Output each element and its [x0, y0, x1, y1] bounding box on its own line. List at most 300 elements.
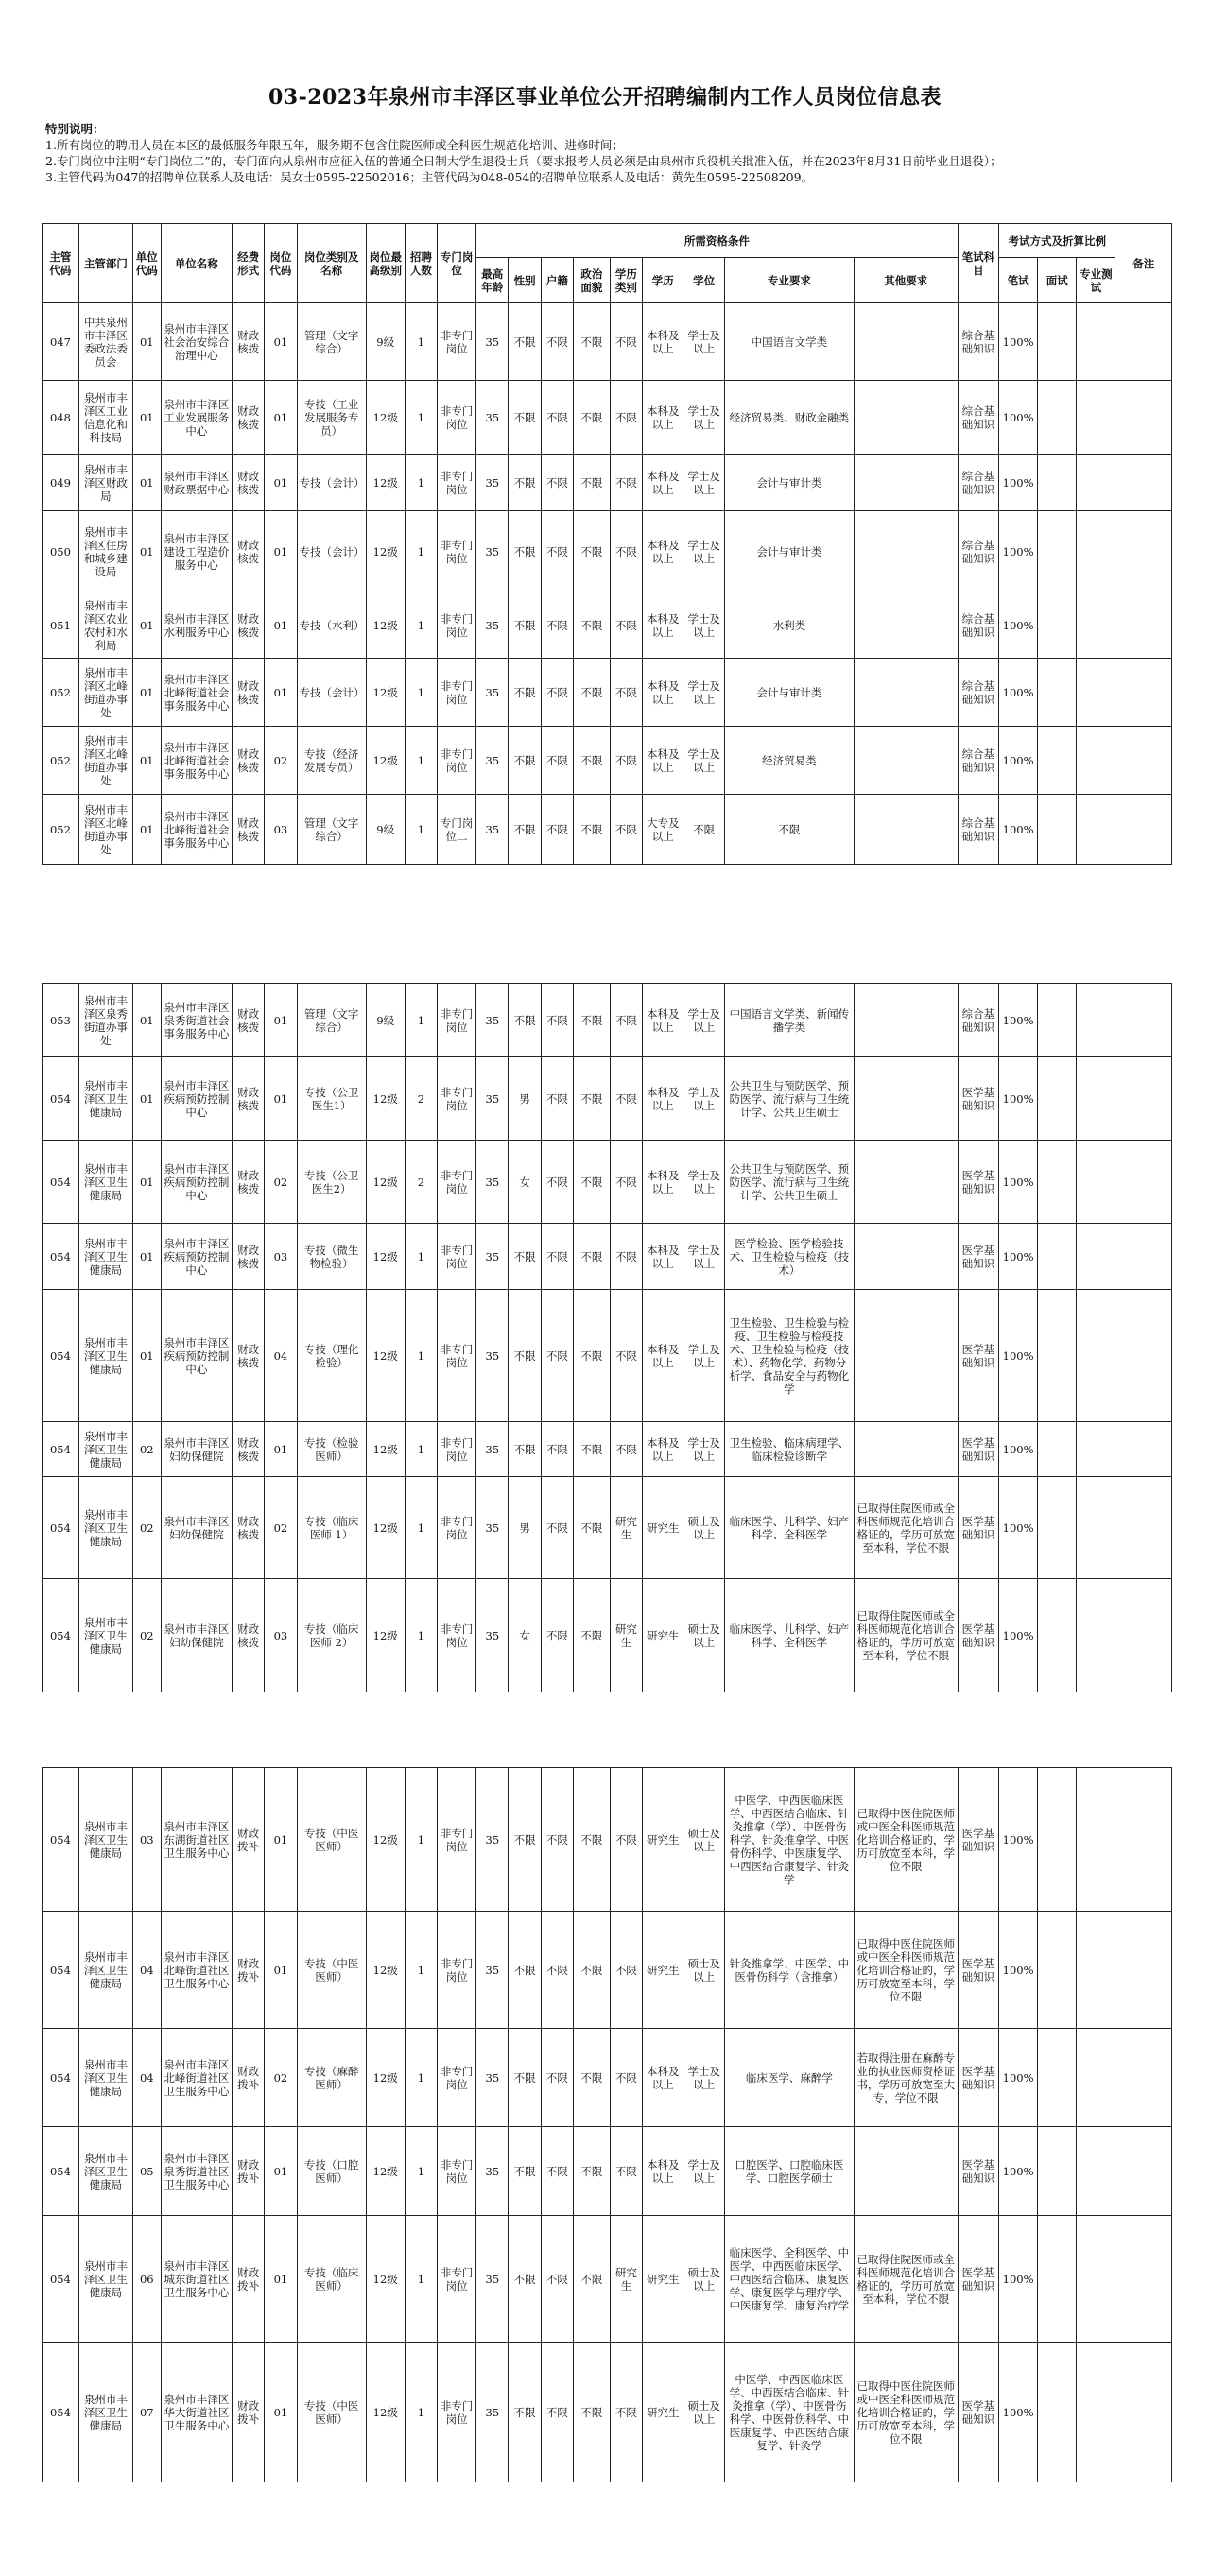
remark-cell	[1115, 511, 1172, 592]
politics-cell: 不限	[573, 2029, 610, 2127]
other-req-cell	[854, 1290, 958, 1422]
job-table-2	[42, 983, 1172, 1692]
edu-type-cell: 不限	[610, 659, 642, 727]
exam-subject-cell: 综合基础知识	[958, 455, 998, 511]
unit-code-cell: 01	[132, 455, 161, 511]
exam-subject-cell: 医学基础知识	[958, 1768, 998, 1912]
prof-test-ratio-cell	[1077, 795, 1115, 865]
post-code-cell: 01	[265, 2127, 297, 2216]
education-cell: 研究生	[643, 1477, 683, 1579]
hire-count-cell: 1	[405, 1422, 437, 1477]
hukou-cell: 不限	[541, 303, 573, 381]
th-special: 专门岗位	[438, 224, 476, 303]
max-age-cell: 35	[476, 795, 509, 865]
interview-ratio-cell	[1038, 984, 1077, 1057]
post-level-cell: 12级	[366, 592, 405, 659]
main-code-cell: 054	[43, 1579, 79, 1692]
interview-ratio-cell	[1038, 1912, 1077, 2029]
post-code-cell: 01	[265, 1912, 297, 2029]
max-age-cell: 35	[476, 1912, 509, 2029]
table-row	[43, 1057, 1172, 1141]
interview-ratio-cell	[1038, 2216, 1077, 2343]
th-unit-name: 单位名称	[161, 224, 232, 303]
hukou-cell: 不限	[541, 1057, 573, 1141]
written-ratio-cell: 100%	[999, 511, 1038, 592]
interview-ratio-cell	[1038, 1290, 1077, 1422]
post-code-cell: 01	[265, 303, 297, 381]
unit-code-cell: 01	[132, 984, 161, 1057]
other-req-cell: 若取得注册在麻醉专业的执业医师资格证书，学历可放宽至大专，学位不限	[854, 2029, 958, 2127]
table-row	[43, 795, 1172, 865]
funding-cell: 财政核拨	[233, 381, 265, 455]
hukou-cell: 不限	[541, 1224, 573, 1290]
main-code-cell: 054	[43, 1768, 79, 1912]
hire-count-cell: 1	[405, 455, 437, 511]
funding-cell: 财政核拨	[233, 1579, 265, 1692]
max-age-cell: 35	[476, 2127, 509, 2216]
unit-name-cell: 泉州市丰泽区水利服务中心	[161, 592, 232, 659]
post-level-cell: 12级	[366, 1477, 405, 1579]
main-code-cell: 054	[43, 2343, 79, 2482]
special-post-cell: 非专门岗位	[438, 455, 476, 511]
special-post-cell: 非专门岗位	[438, 2343, 476, 2482]
note-line-2: 2.专门岗位中注明“专门岗位二”的，专门面向从泉州市应征入伍的普通全日制大学生退役士兵（要求报考人员必须是由泉州市兵役机关批准入伍，并在2023年8月31日前毕业且退役）；	[45, 154, 1002, 168]
special-post-cell: 非专门岗位	[438, 2127, 476, 2216]
gender-cell: 不限	[509, 727, 541, 795]
hukou-cell: 不限	[541, 592, 573, 659]
max-age-cell: 35	[476, 1224, 509, 1290]
post-code-cell: 01	[265, 455, 297, 511]
max-age-cell: 35	[476, 1290, 509, 1422]
degree-cell: 学士及以上	[683, 303, 724, 381]
politics-cell: 不限	[573, 1768, 610, 1912]
main-dept-cell: 泉州市丰泽区工业信息化和科技局	[78, 381, 132, 455]
max-age-cell: 35	[476, 2343, 509, 2482]
degree-cell: 学士及以上	[683, 1141, 724, 1224]
th-exam-method: 考试方式及折算比例	[999, 224, 1115, 258]
education-cell: 本科及以上	[643, 1422, 683, 1477]
post-code-cell: 02	[265, 1141, 297, 1224]
interview-ratio-cell	[1038, 1579, 1077, 1692]
special-post-cell: 非专门岗位	[438, 511, 476, 592]
post-name-cell: 专技（公卫医生2）	[297, 1141, 366, 1224]
post-level-cell: 12级	[366, 2127, 405, 2216]
post-level-cell: 12级	[366, 2216, 405, 2343]
gender-cell: 不限	[509, 1224, 541, 1290]
hukou-cell: 不限	[541, 511, 573, 592]
degree-cell: 学士及以上	[683, 727, 724, 795]
written-ratio-cell: 100%	[999, 592, 1038, 659]
funding-cell: 财政核拨	[233, 1477, 265, 1579]
post-name-cell: 专技（工业发展服务专员）	[297, 381, 366, 455]
degree-cell: 硕士及以上	[683, 1768, 724, 1912]
th-max-age: 最高年龄	[476, 258, 509, 303]
written-ratio-cell: 100%	[999, 1224, 1038, 1290]
degree-cell: 学士及以上	[683, 659, 724, 727]
degree-cell: 硕士及以上	[683, 2216, 724, 2343]
major-cell: 医学检验、医学检验技术、卫生检验与检疫（技术）	[724, 1224, 854, 1290]
post-level-cell: 9级	[366, 984, 405, 1057]
gender-cell: 不限	[509, 2127, 541, 2216]
major-cell: 中国语言文学类	[724, 303, 854, 381]
post-level-cell: 12级	[366, 1768, 405, 1912]
special-post-cell: 非专门岗位	[438, 381, 476, 455]
main-code-cell: 054	[43, 1290, 79, 1422]
table-row	[43, 727, 1172, 795]
post-name-cell: 专技（经济发展专员）	[297, 727, 366, 795]
other-req-cell	[854, 984, 958, 1057]
th-main-code: 主管代码	[43, 224, 79, 303]
degree-cell: 硕士及以上	[683, 1477, 724, 1579]
education-cell: 研究生	[643, 1768, 683, 1912]
unit-code-cell: 05	[132, 2127, 161, 2216]
special-post-cell: 非专门岗位	[438, 1579, 476, 1692]
main-dept-cell: 泉州市丰泽区卫生健康局	[78, 2029, 132, 2127]
education-cell: 本科及以上	[643, 1224, 683, 1290]
hire-count-cell: 1	[405, 592, 437, 659]
education-cell: 本科及以上	[643, 984, 683, 1057]
major-cell: 中医学、中西医临床医学、中西医结合临床、针灸推拿（学）、中医骨伤科学、针灸推拿学、中医骨伤科学、中医康复学、中西医结合康复学、针灸学	[724, 1768, 854, 1912]
hire-count-cell: 1	[405, 984, 437, 1057]
hire-count-cell: 1	[405, 1579, 437, 1692]
post-level-cell: 12级	[366, 511, 405, 592]
unit-code-cell: 01	[132, 659, 161, 727]
main-code-cell: 054	[43, 1057, 79, 1141]
funding-cell: 财政核拨	[233, 727, 265, 795]
unit-name-cell: 泉州市丰泽区妇幼保健院	[161, 1579, 232, 1692]
post-name-cell: 专技（临床医师 2）	[297, 1579, 366, 1692]
degree-cell: 硕士及以上	[683, 1912, 724, 2029]
remark-cell	[1115, 381, 1172, 455]
education-cell: 本科及以上	[643, 659, 683, 727]
post-name-cell: 专技（会计）	[297, 455, 366, 511]
hire-count-cell: 1	[405, 381, 437, 455]
gender-cell: 不限	[509, 2029, 541, 2127]
edu-type-cell: 不限	[610, 1290, 642, 1422]
unit-code-cell: 01	[132, 592, 161, 659]
remark-cell	[1115, 1290, 1172, 1422]
politics-cell: 不限	[573, 1477, 610, 1579]
education-cell: 本科及以上	[643, 727, 683, 795]
remark-cell	[1115, 1477, 1172, 1579]
funding-cell: 财政核拨	[233, 455, 265, 511]
post-level-cell: 12级	[366, 1057, 405, 1141]
unit-code-cell: 04	[132, 1912, 161, 2029]
th-degree: 学位	[683, 258, 724, 303]
interview-ratio-cell	[1038, 1768, 1077, 1912]
other-req-cell: 已取得住院医师或全科医师规范化培训合格证的，学历可放宽至本科，学位不限	[854, 2216, 958, 2343]
post-name-cell: 专技（检验医师）	[297, 1422, 366, 1477]
th-post-level: 岗位最高级别	[366, 224, 405, 303]
remark-cell	[1115, 592, 1172, 659]
post-name-cell: 专技（麻醉医师）	[297, 2029, 366, 2127]
funding-cell: 财政核拨	[233, 1290, 265, 1422]
politics-cell: 不限	[573, 2343, 610, 2482]
gender-cell: 不限	[509, 381, 541, 455]
remark-cell	[1115, 1141, 1172, 1224]
education-cell: 本科及以上	[643, 455, 683, 511]
special-post-cell: 非专门岗位	[438, 659, 476, 727]
prof-test-ratio-cell	[1077, 1141, 1115, 1224]
politics-cell: 不限	[573, 795, 610, 865]
degree-cell: 学士及以上	[683, 984, 724, 1057]
main-code-cell: 054	[43, 1422, 79, 1477]
education-cell: 本科及以上	[643, 303, 683, 381]
unit-code-cell: 01	[132, 511, 161, 592]
remark-cell	[1115, 795, 1172, 865]
th-written: 笔试	[999, 258, 1038, 303]
gender-cell: 不限	[509, 303, 541, 381]
edu-type-cell: 不限	[610, 1768, 642, 1912]
edu-type-cell: 研究生	[610, 1579, 642, 1692]
exam-subject-cell: 医学基础知识	[958, 2127, 998, 2216]
table-row	[43, 984, 1172, 1057]
edu-type-cell: 不限	[610, 1422, 642, 1477]
funding-cell: 财政拨补	[233, 1912, 265, 2029]
max-age-cell: 35	[476, 659, 509, 727]
prof-test-ratio-cell	[1077, 303, 1115, 381]
politics-cell: 不限	[573, 303, 610, 381]
edu-type-cell: 不限	[610, 381, 642, 455]
politics-cell: 不限	[573, 592, 610, 659]
hire-count-cell: 1	[405, 659, 437, 727]
th-unit-code: 单位代码	[132, 224, 161, 303]
unit-code-cell: 01	[132, 303, 161, 381]
other-req-cell: 已取得中医住院医师或中医全科医师规范化培训合格证的，学历可放宽至本科，学位不限	[854, 1912, 958, 2029]
exam-subject-cell: 医学基础知识	[958, 1290, 998, 1422]
degree-cell: 学士及以上	[683, 511, 724, 592]
funding-cell: 财政核拨	[233, 592, 265, 659]
hire-count-cell: 1	[405, 1477, 437, 1579]
hire-count-cell: 2	[405, 1141, 437, 1224]
unit-name-cell: 泉州市丰泽区疾病预防控制中心	[161, 1224, 232, 1290]
post-code-cell: 01	[265, 659, 297, 727]
funding-cell: 财政核拨	[233, 511, 265, 592]
politics-cell: 不限	[573, 1422, 610, 1477]
th-other: 其他要求	[854, 258, 958, 303]
hire-count-cell: 1	[405, 303, 437, 381]
unit-name-cell: 泉州市丰泽区北峰街道社会事务服务中心	[161, 795, 232, 865]
main-dept-cell: 泉州市丰泽区卫生健康局	[78, 2127, 132, 2216]
degree-cell: 不限	[683, 795, 724, 865]
hire-count-cell: 1	[405, 2216, 437, 2343]
main-code-cell: 054	[43, 2127, 79, 2216]
funding-cell: 财政核拨	[233, 1422, 265, 1477]
hukou-cell: 不限	[541, 795, 573, 865]
funding-cell: 财政核拨	[233, 795, 265, 865]
education-cell: 研究生	[643, 2343, 683, 2482]
special-post-cell: 非专门岗位	[438, 727, 476, 795]
unit-code-cell: 01	[132, 1224, 161, 1290]
degree-cell: 学士及以上	[683, 1290, 724, 1422]
written-ratio-cell: 100%	[999, 381, 1038, 455]
exam-subject-cell: 综合基础知识	[958, 795, 998, 865]
hukou-cell: 不限	[541, 2029, 573, 2127]
th-post-name: 岗位类别及名称	[297, 224, 366, 303]
unit-code-cell: 06	[132, 2216, 161, 2343]
exam-subject-cell: 综合基础知识	[958, 984, 998, 1057]
main-dept-cell: 泉州市丰泽区卫生健康局	[78, 1057, 132, 1141]
main-code-cell: 054	[43, 1912, 79, 2029]
interview-ratio-cell	[1038, 381, 1077, 455]
unit-name-cell: 泉州市丰泽区妇幼保健院	[161, 1477, 232, 1579]
funding-cell: 财政拨补	[233, 2127, 265, 2216]
major-cell: 公共卫生与预防医学、预防医学、流行病与卫生统计学、公共卫生硕士	[724, 1141, 854, 1224]
hire-count-cell: 1	[405, 795, 437, 865]
remark-cell	[1115, 1579, 1172, 1692]
post-name-cell: 专技（临床医师）	[297, 2216, 366, 2343]
interview-ratio-cell	[1038, 659, 1077, 727]
unit-code-cell: 02	[132, 1477, 161, 1579]
exam-subject-cell: 医学基础知识	[958, 1057, 998, 1141]
other-req-cell	[854, 511, 958, 592]
th-exam-subject: 笔试科目	[958, 224, 998, 303]
gender-cell: 不限	[509, 2343, 541, 2482]
interview-ratio-cell	[1038, 2029, 1077, 2127]
exam-subject-cell: 医学基础知识	[958, 2216, 998, 2343]
post-name-cell: 专技（中医医师）	[297, 1768, 366, 1912]
education-cell: 本科及以上	[643, 1141, 683, 1224]
exam-subject-cell: 医学基础知识	[958, 1224, 998, 1290]
prof-test-ratio-cell	[1077, 2127, 1115, 2216]
table-row	[43, 1768, 1172, 1912]
prof-test-ratio-cell	[1077, 1224, 1115, 1290]
edu-type-cell: 不限	[610, 592, 642, 659]
politics-cell: 不限	[573, 511, 610, 592]
post-code-cell: 03	[265, 1579, 297, 1692]
major-cell: 针灸推拿学、中医学、中医骨伤科学（含推拿）	[724, 1912, 854, 2029]
post-name-cell: 专技（口腔医师）	[297, 2127, 366, 2216]
table-row	[43, 455, 1172, 511]
edu-type-cell: 不限	[610, 1224, 642, 1290]
education-cell: 本科及以上	[643, 511, 683, 592]
exam-subject-cell: 医学基础知识	[958, 1477, 998, 1579]
max-age-cell: 35	[476, 592, 509, 659]
major-cell: 会计与审计类	[724, 511, 854, 592]
main-dept-cell: 中共泉州市丰泽区委政法委员会	[78, 303, 132, 381]
main-dept-cell: 泉州市丰泽区卫生健康局	[78, 1422, 132, 1477]
written-ratio-cell: 100%	[999, 2127, 1038, 2216]
th-major: 专业要求	[724, 258, 854, 303]
exam-subject-cell: 综合基础知识	[958, 592, 998, 659]
hukou-cell: 不限	[541, 1141, 573, 1224]
special-post-cell: 非专门岗位	[438, 1224, 476, 1290]
edu-type-cell: 不限	[610, 2029, 642, 2127]
education-cell: 本科及以上	[643, 381, 683, 455]
hukou-cell: 不限	[541, 2343, 573, 2482]
post-code-cell: 04	[265, 1290, 297, 1422]
th-qualifications: 所需资格条件	[476, 224, 958, 258]
post-code-cell: 02	[265, 2029, 297, 2127]
education-cell: 本科及以上	[643, 2029, 683, 2127]
unit-name-cell: 泉州市丰泽区北峰街道社会事务服务中心	[161, 659, 232, 727]
written-ratio-cell: 100%	[999, 984, 1038, 1057]
politics-cell: 不限	[573, 1579, 610, 1692]
post-name-cell: 专技（临床医师 1）	[297, 1477, 366, 1579]
written-ratio-cell: 100%	[999, 2216, 1038, 2343]
gender-cell: 不限	[509, 659, 541, 727]
hukou-cell: 不限	[541, 984, 573, 1057]
other-req-cell	[854, 1057, 958, 1141]
unit-name-cell: 泉州市丰泽区城东街道社区卫生服务中心	[161, 2216, 232, 2343]
prof-test-ratio-cell	[1077, 727, 1115, 795]
written-ratio-cell: 100%	[999, 1579, 1038, 1692]
hire-count-cell: 1	[405, 2343, 437, 2482]
prof-test-ratio-cell	[1077, 1579, 1115, 1692]
degree-cell: 学士及以上	[683, 592, 724, 659]
main-dept-cell: 泉州市丰泽区卫生健康局	[78, 1477, 132, 1579]
unit-code-cell: 07	[132, 2343, 161, 2482]
unit-name-cell: 泉州市丰泽区建设工程造价服务中心	[161, 511, 232, 592]
post-code-cell: 01	[265, 381, 297, 455]
max-age-cell: 35	[476, 1141, 509, 1224]
other-req-cell	[854, 381, 958, 455]
gender-cell: 不限	[509, 2216, 541, 2343]
special-post-cell: 非专门岗位	[438, 2029, 476, 2127]
hire-count-cell: 1	[405, 1224, 437, 1290]
table-row	[43, 2216, 1172, 2343]
page-title: 03-2023年泉州市丰泽区事业单位公开招聘编制内工作人员岗位信息表	[268, 85, 942, 110]
special-post-cell: 非专门岗位	[438, 1141, 476, 1224]
table-row	[43, 1579, 1172, 1692]
unit-code-cell: 01	[132, 1141, 161, 1224]
main-code-cell: 048	[43, 381, 79, 455]
main-code-cell: 054	[43, 1141, 79, 1224]
written-ratio-cell: 100%	[999, 303, 1038, 381]
max-age-cell: 35	[476, 1057, 509, 1141]
interview-ratio-cell	[1038, 455, 1077, 511]
table-row	[43, 1422, 1172, 1477]
funding-cell: 财政核拨	[233, 1141, 265, 1224]
gender-cell: 不限	[509, 795, 541, 865]
education-cell: 研究生	[643, 1579, 683, 1692]
edu-type-cell: 不限	[610, 795, 642, 865]
written-ratio-cell: 100%	[999, 1768, 1038, 1912]
degree-cell: 学士及以上	[683, 2029, 724, 2127]
politics-cell: 不限	[573, 727, 610, 795]
main-dept-cell: 泉州市丰泽区北峰街道办事处	[78, 659, 132, 727]
prof-test-ratio-cell	[1077, 1422, 1115, 1477]
post-name-cell: 管理（文字综合）	[297, 795, 366, 865]
main-dept-cell: 泉州市丰泽区住房和城乡建设局	[78, 511, 132, 592]
main-code-cell: 053	[43, 984, 79, 1057]
hire-count-cell: 1	[405, 727, 437, 795]
hire-count-cell: 1	[405, 1768, 437, 1912]
hire-count-cell: 1	[405, 1912, 437, 2029]
post-name-cell: 专技（水利）	[297, 592, 366, 659]
prof-test-ratio-cell	[1077, 592, 1115, 659]
table-row	[43, 659, 1172, 727]
th-politics: 政治面貌	[573, 258, 610, 303]
exam-subject-cell: 综合基础知识	[958, 303, 998, 381]
notes-heading: 特别说明：	[45, 122, 105, 136]
major-cell: 卫生检验、卫生检验与检疫、卫生检验与检疫技术、卫生检验与检疫（技术）、药物化学、药物分析学、食品安全与药物化学	[724, 1290, 854, 1422]
post-code-cell: 01	[265, 1422, 297, 1477]
max-age-cell: 35	[476, 511, 509, 592]
hukou-cell: 不限	[541, 2127, 573, 2216]
post-code-cell: 02	[265, 1477, 297, 1579]
post-level-cell: 12级	[366, 1141, 405, 1224]
post-level-cell: 12级	[366, 659, 405, 727]
interview-ratio-cell	[1038, 303, 1077, 381]
post-name-cell: 管理（文字综合）	[297, 984, 366, 1057]
max-age-cell: 35	[476, 2029, 509, 2127]
exam-subject-cell: 综合基础知识	[958, 381, 998, 455]
hukou-cell: 不限	[541, 381, 573, 455]
unit-code-cell: 02	[132, 1422, 161, 1477]
unit-name-cell: 泉州市丰泽区财政票据中心	[161, 455, 232, 511]
special-post-cell: 非专门岗位	[438, 1422, 476, 1477]
